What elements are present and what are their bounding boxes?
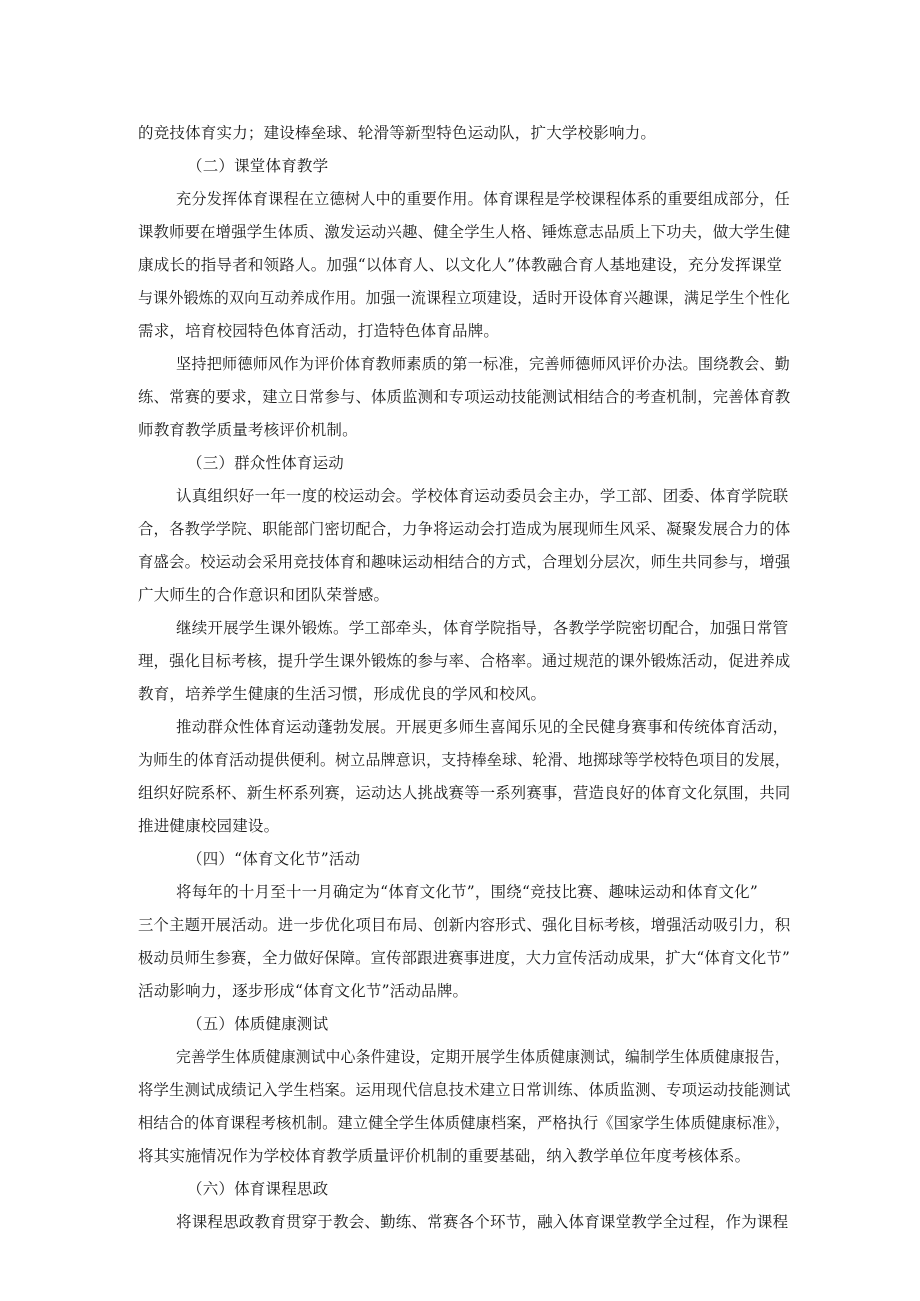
- paragraph-line: 完善学生体质健康测试中心条件建设，定期开展学生体质健康测试，编制学生体质健康报告，: [176, 1048, 790, 1066]
- paragraph-line: 组织好院系杯、新生杯系列赛，运动达人挑战赛等一系列赛事，营造良好的体育文化氛围，共同: [138, 784, 791, 802]
- paragraph-line: 需求，培育校园特色体育活动，打造特色体育品牌。: [138, 322, 500, 340]
- paragraph-line: 将课程思政教育贯穿于教会、勤练、常赛各个环节，融入体育课堂教学全过程，作为课程: [176, 1213, 789, 1231]
- section-heading-3: （三）群众性体育运动: [187, 454, 345, 472]
- paragraph-line: 理，强化目标考核，提升学生课外锻炼的参与率、合格率。通过规范的课外锻炼活动，促进养成: [138, 652, 791, 670]
- paragraph-line: 将其实施情况作为学校体育教学质量评价机制的重要基础，纳入教学单位年度考核体系。: [138, 1147, 751, 1165]
- paragraph-line: 练、常赛的要求，建立日常参与、体质监测和专项运动技能测试相结合的考查机制，完善体育教: [138, 388, 791, 406]
- paragraph-line: 推动群众性体育运动蓬勃发展。开展更多师生喜闻乐见的全民健身赛事和传统体育活动，: [176, 718, 789, 736]
- paragraph-line: 将学生测试成绩记入学生档案。运用现代信息技术建立日常训练、体质监测、专项运动技能测试: [138, 1081, 791, 1099]
- paragraph-line: 的竞技体育实力；建设棒垒球、轮滑等新型特色运动队，扩大学校影响力。: [138, 124, 657, 142]
- paragraph-line: 推进健康校园建设。: [138, 817, 280, 835]
- section-heading-5: （五）体质健康测试: [187, 1015, 329, 1033]
- paragraph-line: 继续开展学生课外锻炼。学工部牵头，体育学院指导，各教学学院密切配合，加强日常管: [176, 619, 789, 637]
- paragraph-line: 教育，培养学生健康的生活习惯，形成优良的学风和校风。: [138, 685, 547, 703]
- paragraph-line: 育盛会。校运动会采用竞技体育和趣味运动相结合的方式，合理划分层次，师生共同参与，增强: [138, 553, 791, 571]
- paragraph-line: 充分发挥体育课程在立德树人中的重要作用。体育课程是学校课程体系的重要组成部分，任: [176, 190, 791, 208]
- paragraph-line: 为师生的体育活动提供便利。树立品牌意识，支持棒垒球、轮滑、地掷球等学校特色项目的发展，: [138, 751, 791, 769]
- section-heading-6: （六）体育课程思政: [187, 1180, 329, 1198]
- paragraph-line: 课教师要在增强学生体质、激发运动兴趣、健全学生人格、锤炼意志品质上下功夫，做大学生健: [138, 223, 791, 241]
- paragraph-line: 三个主题开展活动。进一步优化项目布局、创新内容形式、强化目标考核，增强活动吸引力，积: [138, 916, 791, 934]
- paragraph-line: 广大师生的合作意识和团队荣誉感。: [138, 586, 390, 604]
- section-heading-2: （二）课堂体育教学: [187, 157, 329, 175]
- paragraph-line: 认真组织好一年一度的校运动会。学校体育运动委员会主办，学工部、团委、体育学院联: [176, 487, 789, 505]
- paragraph-line: 师教育教学质量考核评价机制。: [138, 421, 358, 439]
- paragraph-line: 极动员师生参赛，全力做好保障。宣传部跟进赛事进度，大力宣传活动成果，扩大“体育文化节”: [138, 949, 790, 967]
- section-heading-4: （四）“体育文化节”活动: [187, 850, 361, 868]
- paragraph-line: 合，各教学学院、职能部门密切配合，力争将运动会打造成为展现师生风采、凝聚发展合力的体: [138, 520, 791, 538]
- paragraph-line: 坚持把师德师风作为评价体育教师素质的第一标准，完善师德师风评价办法。围绕教会、勤: [176, 355, 791, 373]
- paragraph-line: 将每年的十月至十一月确定为“体育文化节”，围绕“竞技比赛、趣味运动和体育文化”: [176, 883, 758, 901]
- paragraph-line: 相结合的体育课程考核机制。建立健全学生体质健康档案，严格执行《国家学生体质健康标准》，: [138, 1114, 791, 1132]
- paragraph-line: 活动影响力，逐步形成“体育文化节”活动品牌。: [138, 982, 469, 1000]
- paragraph-line: 与课外锻炼的双向互动养成作用。加强一流课程立项建设，适时开设体育兴趣课，满足学生个性化: [138, 289, 791, 307]
- paragraph-line: 康成长的指导者和领路人。加强“以体育人、以文化人”体教融合育人基地建设，充分发挥课堂: [138, 256, 783, 274]
